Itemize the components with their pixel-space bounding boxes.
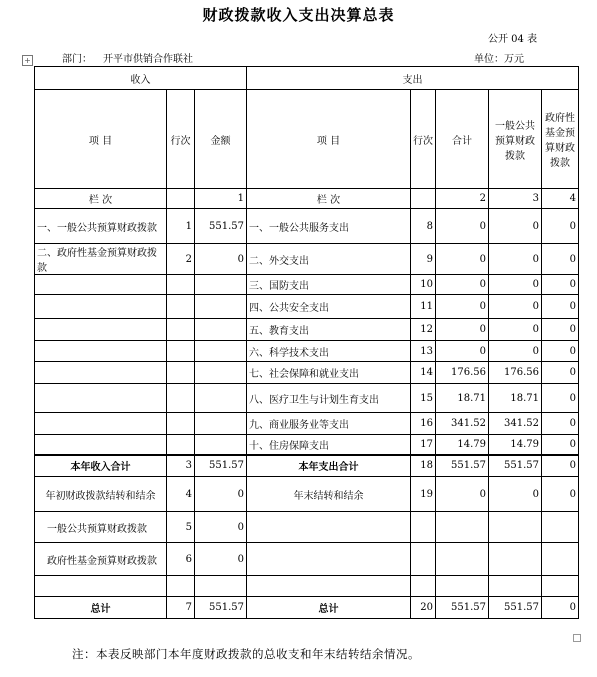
income-rowno-cell	[167, 341, 195, 362]
expense-fund-cell	[542, 543, 579, 576]
table-row	[35, 435, 579, 455]
dept-name: 开平市供销合作联社	[103, 54, 193, 65]
expense-item-cell: 三、国防支出	[247, 275, 411, 295]
expense-item-cell: 六、科学技术支出	[247, 341, 411, 362]
expense-total-cell	[436, 512, 489, 543]
gov-fund-header: 政府性基金预算财政拨款	[542, 90, 579, 189]
income-amount-cell: 0	[195, 244, 247, 275]
expense-fund-cell: 0	[542, 244, 579, 275]
income-amount-cell	[195, 275, 247, 295]
income-amount-cell	[195, 384, 247, 413]
expense-rowno-cell: 14	[411, 362, 436, 384]
expense-general-cell	[489, 576, 542, 597]
income-rowno-cell	[167, 295, 195, 319]
expense-fund-cell: 0	[542, 413, 579, 435]
form-number: 公开 04 表	[488, 34, 538, 45]
income-amount-cell	[195, 341, 247, 362]
expense-subtotal-fund: 0	[542, 455, 579, 477]
expense-total-cell: 341.52	[436, 413, 489, 435]
expense-total-cell: 0	[436, 319, 489, 341]
expense-rowno-header: 行次	[411, 90, 436, 189]
expense-general-cell	[489, 512, 542, 543]
income-item-cell	[35, 341, 167, 362]
income-item-cell	[35, 384, 167, 413]
income-rowno-cell: 4	[167, 477, 195, 512]
expense-item-cell: 年末结转和结余	[247, 477, 411, 512]
table-row	[35, 477, 579, 512]
expense-item-cell: 七、社会保障和就业支出	[247, 362, 411, 384]
expense-grand-total-total: 551.57	[436, 597, 489, 619]
table-row	[35, 362, 579, 384]
income-item-cell: 一、一般公共预算财政拨款	[35, 209, 167, 244]
expense-fund-cell: 0	[542, 319, 579, 341]
income-rowno-cell: 1	[167, 209, 195, 244]
expense-rowno-cell	[411, 512, 436, 543]
expense-total-cell: 14.79	[436, 435, 489, 455]
income-grand-total-amount: 551.57	[195, 597, 247, 619]
expense-total-cell: 0	[436, 209, 489, 244]
expense-total-cell	[436, 576, 489, 597]
expense-grand-total-label: 总计	[247, 597, 411, 619]
expense-rowno-cell: 13	[411, 341, 436, 362]
income-item-cell: 政府性基金预算财政拨款	[35, 543, 167, 576]
income-header: 收入	[35, 67, 247, 90]
empty-cell	[411, 189, 436, 209]
income-item-cell	[35, 413, 167, 435]
col-number-3: 3	[489, 189, 542, 209]
expense-grand-total-fund: 0	[542, 597, 579, 619]
income-item-cell: 一般公共预算财政拨款	[35, 512, 167, 543]
expense-fund-cell: 0	[542, 209, 579, 244]
expense-item-header: 项 目	[247, 90, 411, 189]
income-amount-cell	[195, 295, 247, 319]
expense-item-cell: 十、住房保障支出	[247, 435, 411, 455]
table-row	[35, 295, 579, 319]
income-amount-cell	[195, 319, 247, 341]
income-rowno-cell: 6	[167, 543, 195, 576]
expense-general-cell: 0	[489, 295, 542, 319]
expense-item-cell: 五、教育支出	[247, 319, 411, 341]
income-amount-cell	[195, 362, 247, 384]
page-title: 财政拨款收入支出决算总表	[202, 6, 395, 24]
col-label: 栏 次	[35, 189, 167, 209]
income-grand-total-rowno: 7	[167, 597, 195, 619]
expense-general-cell: 0	[489, 341, 542, 362]
expense-fund-cell: 0	[542, 295, 579, 319]
expense-rowno-cell: 12	[411, 319, 436, 341]
income-rowno-cell: 5	[167, 512, 195, 543]
unit-label: 单位：万元	[474, 54, 524, 65]
expense-item-cell	[247, 543, 411, 576]
income-rowno-cell	[167, 319, 195, 341]
income-rowno-header: 行次	[167, 90, 195, 189]
income-item-cell	[35, 275, 167, 295]
expense-total-cell	[436, 543, 489, 576]
expense-general-cell: 341.52	[489, 413, 542, 435]
expense-general-cell: 0	[489, 275, 542, 295]
expense-fund-cell: 0	[542, 384, 579, 413]
income-item-cell	[35, 362, 167, 384]
table-row	[35, 341, 579, 362]
expense-subtotal-label: 本年支出合计	[247, 455, 411, 477]
expense-fund-cell: 0	[542, 435, 579, 455]
income-amount-header: 金额	[195, 90, 247, 189]
expense-total-cell: 18.71	[436, 384, 489, 413]
income-item-cell	[35, 576, 167, 597]
expense-total-cell: 0	[436, 244, 489, 275]
income-rowno-cell	[167, 435, 195, 455]
footnote: 注：本表反映部门本年度财政拨款的总收支和年末结转结余情况。	[72, 647, 420, 661]
table-move-handle-icon[interactable]: +	[22, 55, 33, 66]
expense-general-cell: 0	[489, 244, 542, 275]
expense-item-cell: 九、商业服务业等支出	[247, 413, 411, 435]
expense-rowno-cell	[411, 576, 436, 597]
expense-general-cell: 18.71	[489, 384, 542, 413]
expense-general-cell: 0	[489, 319, 542, 341]
dept-label: 部门：	[62, 54, 92, 65]
income-subtotal-rowno: 3	[167, 455, 195, 477]
table-row	[35, 275, 579, 295]
expense-grand-total-general: 551.57	[489, 597, 542, 619]
table-row	[35, 413, 579, 435]
income-rowno-cell: 2	[167, 244, 195, 275]
expense-fund-cell: 0	[542, 275, 579, 295]
income-item-cell	[35, 319, 167, 341]
expense-header: 支出	[247, 67, 579, 90]
income-rowno-cell	[167, 362, 195, 384]
expense-general-cell: 14.79	[489, 435, 542, 455]
income-amount-cell: 0	[195, 477, 247, 512]
general-budget-header: 一般公共预算财政拨款	[489, 90, 542, 189]
table-row	[35, 512, 579, 543]
expense-general-cell: 176.56	[489, 362, 542, 384]
fiscal-summary-table	[34, 66, 579, 619]
income-amount-cell	[195, 576, 247, 597]
expense-subtotal-general: 551.57	[489, 455, 542, 477]
expense-rowno-cell	[411, 543, 436, 576]
income-item-header: 项 目	[35, 90, 167, 189]
income-rowno-cell	[167, 275, 195, 295]
expense-rowno-cell: 8	[411, 209, 436, 244]
col-label-expense: 栏 次	[247, 189, 411, 209]
col-number-1: 1	[195, 189, 247, 209]
income-amount-cell	[195, 413, 247, 435]
expense-subtotal-total: 551.57	[436, 455, 489, 477]
expense-total-cell: 0	[436, 477, 489, 512]
table-row	[35, 576, 579, 597]
expense-subtotal-rowno: 18	[411, 455, 436, 477]
empty-cell	[167, 189, 195, 209]
table-row	[35, 543, 579, 576]
table-row	[35, 384, 579, 413]
expense-item-cell: 一、一般公共服务支出	[247, 209, 411, 244]
table-row	[35, 319, 579, 341]
expense-rowno-cell: 10	[411, 275, 436, 295]
table-row	[35, 209, 579, 244]
expense-total-cell: 0	[436, 275, 489, 295]
expense-rowno-cell: 16	[411, 413, 436, 435]
income-subtotal-amount: 551.57	[195, 455, 247, 477]
expense-item-cell	[247, 512, 411, 543]
income-grand-total-label: 总计	[35, 597, 167, 619]
expense-rowno-cell: 11	[411, 295, 436, 319]
income-amount-cell: 551.57	[195, 209, 247, 244]
income-amount-cell: 0	[195, 512, 247, 543]
expense-fund-cell: 0	[542, 341, 579, 362]
income-rowno-cell	[167, 576, 195, 597]
income-amount-cell	[195, 435, 247, 455]
income-amount-cell: 0	[195, 543, 247, 576]
col-number-4: 4	[542, 189, 579, 209]
table-row	[35, 244, 579, 275]
income-item-cell: 二、政府性基金预算财政拨款	[35, 244, 167, 275]
expense-total-cell: 0	[436, 295, 489, 319]
expense-item-cell: 八、医疗卫生与计划生育支出	[247, 384, 411, 413]
expense-total-cell: 0	[436, 341, 489, 362]
income-rowno-cell	[167, 384, 195, 413]
expense-rowno-cell: 17	[411, 435, 436, 455]
income-rowno-cell	[167, 413, 195, 435]
expense-general-cell	[489, 543, 542, 576]
expense-fund-cell: 0	[542, 477, 579, 512]
expense-rowno-cell: 9	[411, 244, 436, 275]
expense-item-cell: 二、外交支出	[247, 244, 411, 275]
expense-rowno-cell: 15	[411, 384, 436, 413]
income-subtotal-label: 本年收入合计	[35, 455, 167, 477]
expense-total-cell: 176.56	[436, 362, 489, 384]
income-item-cell	[35, 435, 167, 455]
total-header: 合计	[436, 90, 489, 189]
expense-fund-cell: 0	[542, 362, 579, 384]
expense-fund-cell	[542, 576, 579, 597]
expense-rowno-cell: 19	[411, 477, 436, 512]
expense-fund-cell	[542, 512, 579, 543]
col-number-2: 2	[436, 189, 489, 209]
expense-general-cell: 0	[489, 477, 542, 512]
income-item-cell: 年初财政拨款结转和结余	[35, 477, 167, 512]
expense-general-cell: 0	[489, 209, 542, 244]
expense-grand-total-rowno: 20	[411, 597, 436, 619]
income-item-cell	[35, 295, 167, 319]
expense-item-cell	[247, 576, 411, 597]
expense-item-cell: 四、公共安全支出	[247, 295, 411, 319]
table-resize-handle[interactable]	[573, 634, 581, 642]
